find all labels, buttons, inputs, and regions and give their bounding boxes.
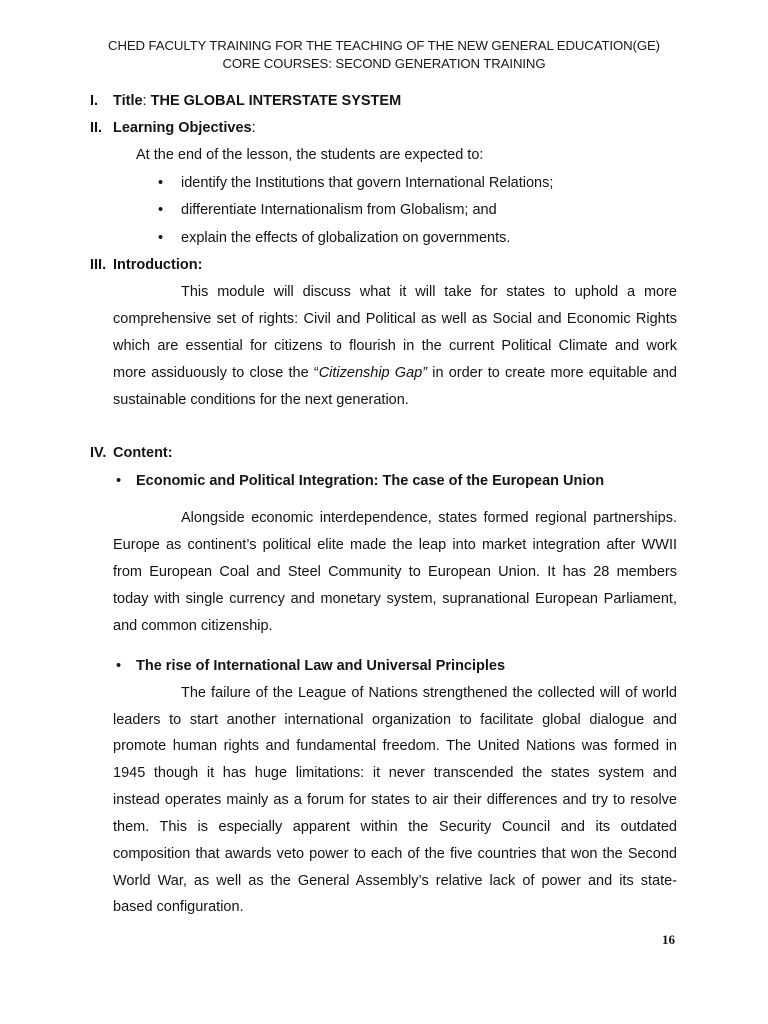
law-section-heading: The rise of International Law and Universal Principles: [136, 658, 506, 674]
law-line-3: promote human rights and fundamental freedom. The United Nations was formed in: [113, 738, 677, 754]
page-number: 16: [662, 932, 675, 947]
objectives-intro: At the end of the lesson, the students are expected to:: [136, 147, 484, 163]
document-title: THE GLOBAL INTERSTATE SYSTEM: [150, 93, 402, 109]
law-line-4: 1945 though it has huge limitations: it never transcended the states system and: [113, 765, 677, 781]
eu-line-4: today with single currency and monetary system, supranational European Parliament,: [113, 591, 677, 607]
introduction-line-1: This module will discuss what it will take for states to uphold a more: [181, 284, 677, 300]
eu-line-2: Europe as continent’s political elite made the leap into market integration after WWII: [113, 537, 677, 553]
introduction-line-4: [113, 364, 677, 382]
content-heading: Content:: [113, 445, 173, 461]
header-line-1: CHED FACULTY TRAINING FOR THE TEACHING OF THE NEW GENERAL EDUCATION(GE): [108, 38, 660, 53]
introduction-line-2: comprehensive set of rights: Civil and Political as well as Social and Economic Rights: [113, 311, 677, 327]
objective-item-1: identify the Institutions that govern International Relations;: [181, 175, 554, 191]
law-line-7: composition that awards veto power to each of the five countries that won the Second: [113, 846, 677, 862]
header-line-2: CORE COURSES: SECOND GENERATION TRAINING: [222, 56, 546, 71]
objective-item-3: explain the effects of globalization on governments.: [181, 230, 511, 246]
bullet-icon: •: [158, 230, 164, 246]
bullet-icon: •: [158, 175, 164, 191]
law-line-2: leaders to start another international organization to facilitate global dialogue and: [113, 712, 677, 728]
objectives-heading: [113, 119, 256, 137]
law-line-9: based configuration.: [113, 899, 244, 915]
title-colon: :: [142, 93, 147, 109]
objective-item-2: differentiate Internationalism from Globalism; and: [181, 202, 497, 218]
section-numeral-3: III.: [90, 257, 107, 273]
title-line: [113, 92, 401, 110]
section-numeral-1: I.: [90, 93, 99, 109]
title-label: Title: [113, 93, 143, 109]
law-line-8: World War, as well as the General Assembly’s relative lack of power and its state-: [113, 873, 677, 889]
citizenship-gap-phrase: Citizenship Gap”: [318, 365, 428, 381]
law-line-6: them. This is especially apparent within the Security Council and its outdated: [113, 819, 677, 835]
eu-line-5: and common citizenship.: [113, 618, 273, 634]
introduction-heading: Introduction:: [113, 257, 203, 273]
introduction-line-4-start: more assiduously to close the “: [113, 365, 319, 381]
objectives-label: Learning Objectives: [113, 120, 252, 136]
law-line-1: The failure of the League of Nations strengthened the collected will of world: [181, 685, 677, 701]
bullet-icon: •: [116, 658, 122, 674]
eu-line-1: Alongside economic interdependence, states formed regional partnerships.: [181, 510, 677, 526]
page-header: [0, 37, 768, 73]
section-numeral-2: II.: [90, 120, 103, 136]
introduction-line-5: sustainable conditions for the next generation.: [113, 392, 409, 408]
bullet-icon: •: [158, 202, 164, 218]
bullet-icon: •: [116, 473, 122, 489]
introduction-line-3: which are essential for citizens to flourish in the current Political Climate and work: [113, 338, 677, 354]
introduction-line-4-end: in order to create more equitable and: [427, 365, 677, 381]
law-line-5: instead operates mainly as a forum for states to air their differences and try to resolve: [113, 792, 677, 808]
eu-section-heading: Economic and Political Integration: The case of the European Union: [136, 473, 605, 489]
eu-line-3: from European Coal and Steel Community to European Union. It has 28 members: [113, 564, 677, 580]
section-numeral-4: IV.: [90, 445, 107, 461]
objectives-colon: :: [251, 120, 256, 136]
